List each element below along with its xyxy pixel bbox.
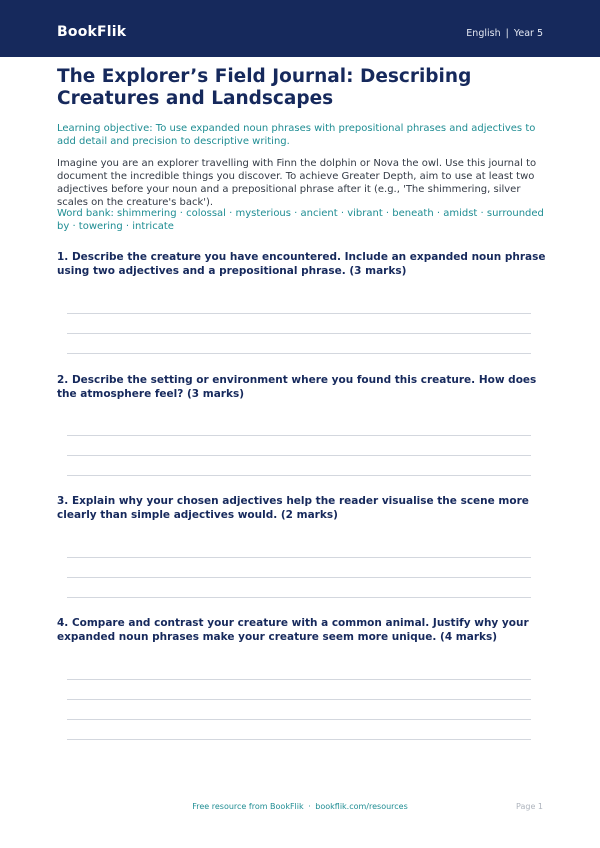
- word-bank: Word bank: shimmering · colossal · mysterious · ancient · vibrant · beneath · amidst · surrounded by · towering · intricate: [57, 208, 544, 232]
- footer: [0, 802, 600, 811]
- header-separator: |: [505, 28, 509, 39]
- question-1: 1. Describe the creature you have encountered. Include an expanded noun phrase using two adjectives and a prepositional phrase. (3 marks): [57, 251, 546, 277]
- answer-line[interactable]: [67, 313, 531, 314]
- answer-line[interactable]: [67, 577, 531, 578]
- answer-line[interactable]: [67, 699, 531, 700]
- answer-line[interactable]: [67, 597, 531, 598]
- year-label: Year 5: [513, 28, 543, 39]
- answer-line[interactable]: [67, 475, 531, 476]
- learning-objective: Learning objective: To use expanded noun phrases with prepositional phrases and adjectives to add detail and precision to descriptive writing.: [57, 123, 536, 147]
- page-title: The Explorer’s Field Journal: Describing Creatures and Landscapes: [57, 66, 472, 109]
- question-3: 3. Explain why your chosen adjectives help the reader visualise the scene more clearly than simple adjectives would. (2 marks): [57, 495, 529, 521]
- header-meta: [466, 28, 543, 39]
- answer-line[interactable]: [67, 353, 531, 354]
- footer-credit: Free resource from BookFlik: [192, 802, 304, 811]
- intro-text: Imagine you are an explorer travelling with Finn the dolphin or Nova the owl. Use this journal to document the incredible things you discover. To achieve Greater Depth, aim to use at least two adjectives before your noun and a prepositional phrase after it (e.g., 'The shimmering, silver scales on the creature's back').: [57, 158, 537, 208]
- answer-line[interactable]: [67, 455, 531, 456]
- answer-line[interactable]: [67, 333, 531, 334]
- answer-line[interactable]: [67, 679, 531, 680]
- question-4: 4. Compare and contrast your creature with a common animal. Justify why your expanded noun phrases make your creature seem more unique. (4 marks): [57, 617, 529, 643]
- answer-line[interactable]: [67, 719, 531, 720]
- answer-line[interactable]: [67, 739, 531, 740]
- page-number: Page 1: [516, 802, 543, 811]
- question-2: 2. Describe the setting or environment where you found this creature. How does the atmosphere feel? (3 marks): [57, 374, 537, 400]
- subject-label: English: [466, 28, 501, 39]
- header-bar: [0, 0, 600, 57]
- footer-link[interactable]: bookflik.com/resources: [315, 802, 408, 811]
- footer-separator: ·: [308, 802, 311, 811]
- answer-line[interactable]: [67, 557, 531, 558]
- answer-line[interactable]: [67, 435, 531, 436]
- brand-logo[interactable]: BookFlik: [57, 24, 127, 40]
